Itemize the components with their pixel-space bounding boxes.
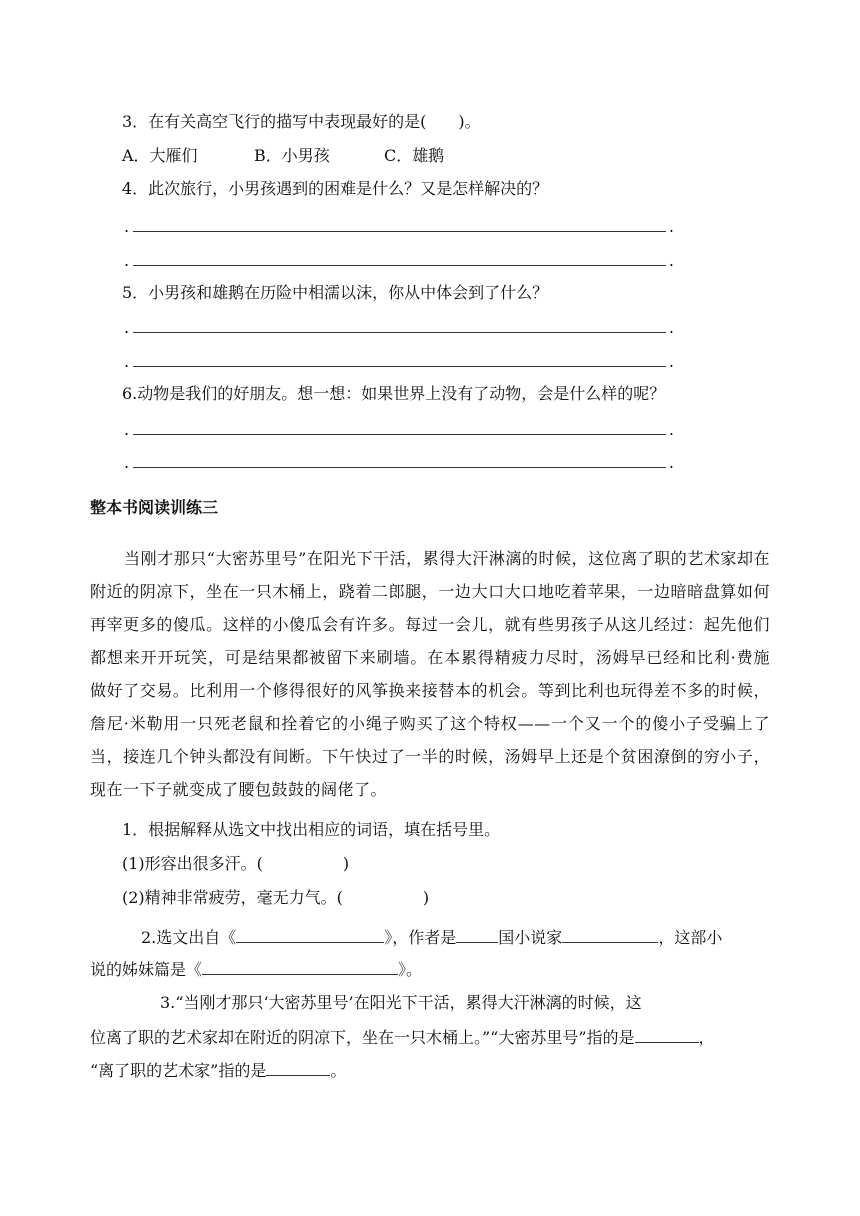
blank-ship[interactable] — [635, 1024, 699, 1043]
question-b3-cont2: “离了职的艺术家”指的是 。 — [90, 1057, 346, 1083]
reading-passage — [90, 542, 770, 806]
section-title: 整本书阅读训练三 — [90, 498, 219, 517]
answer-line[interactable]: . . — [124, 453, 674, 472]
option-a: A．大雁们 — [122, 146, 198, 165]
question-6: 6.动物是我们的好朋友。想一想：如果世界上没有了动物，会是什么样的呢？ — [122, 384, 666, 403]
blank-artist[interactable] — [266, 1057, 330, 1076]
question-5: 5．小男孩和雄鹅在历险中相濡以沫，你从中体会到了什么？ — [122, 283, 549, 302]
blank-book-title[interactable] — [236, 924, 384, 943]
question-b1-1: (1)形容出很多汗。( ) — [122, 854, 350, 873]
question-b3: 3.“当刚才那只‘大密苏里号’在阳光下干活，累得大汗淋漓的时候，这 — [160, 993, 642, 1012]
passage-text: 当刚才那只“大密苏里号”在阳光下干活，累得大汗淋漓的时候，这位离了职的艺术家却在附近的阴凉下，坐在一只木桶上，跷着二郎腿，一边大口大口地吃着苹果，一边暗暗盘算如何再宰更多的傻瓜。这样的小傻瓜会有许多。每过一会儿，就有些男孩子从这儿经过：起先他们都想来开开玩笑，可是结果都被留下来刷墙。在本累得精疲力尽时，汤姆早已经和比利·费施做好了交易。比利用一个修得很好的风筝换来接替本的机会。等到比利也玩得差不多的时候，詹尼·米勒用一只死老鼠和拴着它的小绳子购买了这个特权——一个又一个的傻小子受骗上了当，接连几个钟头都没有间断。下午快过了一半的时候，汤姆早上还是个贫困潦倒的穷小子，现在一下子就变成了腰包鼓鼓的阔佬了。 — [90, 549, 770, 799]
question-3: 3．在有关高空飞行的描写中表现最好的是( )。 — [122, 112, 481, 131]
answer-line[interactable]: . . — [124, 251, 674, 270]
question-b2: 2.选文出自《 》，作者是 国小说家 ，这部小 — [141, 924, 722, 950]
blank-author[interactable] — [562, 924, 658, 943]
answer-line[interactable]: . . — [124, 318, 674, 337]
blank-country[interactable] — [456, 924, 498, 943]
option-b: B．小男孩 — [254, 146, 330, 165]
question-b1: 1．根据解释从选文中找出相应的词语，填在括号里。 — [122, 820, 501, 839]
question-b2-cont: 说的姊妹篇是《 》。 — [90, 956, 422, 982]
question-b3-cont: 位离了职的艺术家却在附近的阴凉下，坐在一只木桶上。”“大密苏里号”指的是 ， — [90, 1024, 715, 1050]
answer-line[interactable]: . . — [124, 420, 674, 439]
answer-line[interactable]: . . — [124, 217, 674, 236]
blank-sister-book[interactable] — [202, 956, 398, 975]
option-c: C．雄鹅 — [384, 146, 445, 165]
question-b1-2: (2)精神非常疲劳，毫无力气。( ) — [122, 888, 430, 907]
answer-line[interactable]: . . — [124, 352, 674, 371]
question-4: 4．此次旅行，小男孩遇到的困难是什么？又是怎样解决的？ — [122, 179, 549, 198]
